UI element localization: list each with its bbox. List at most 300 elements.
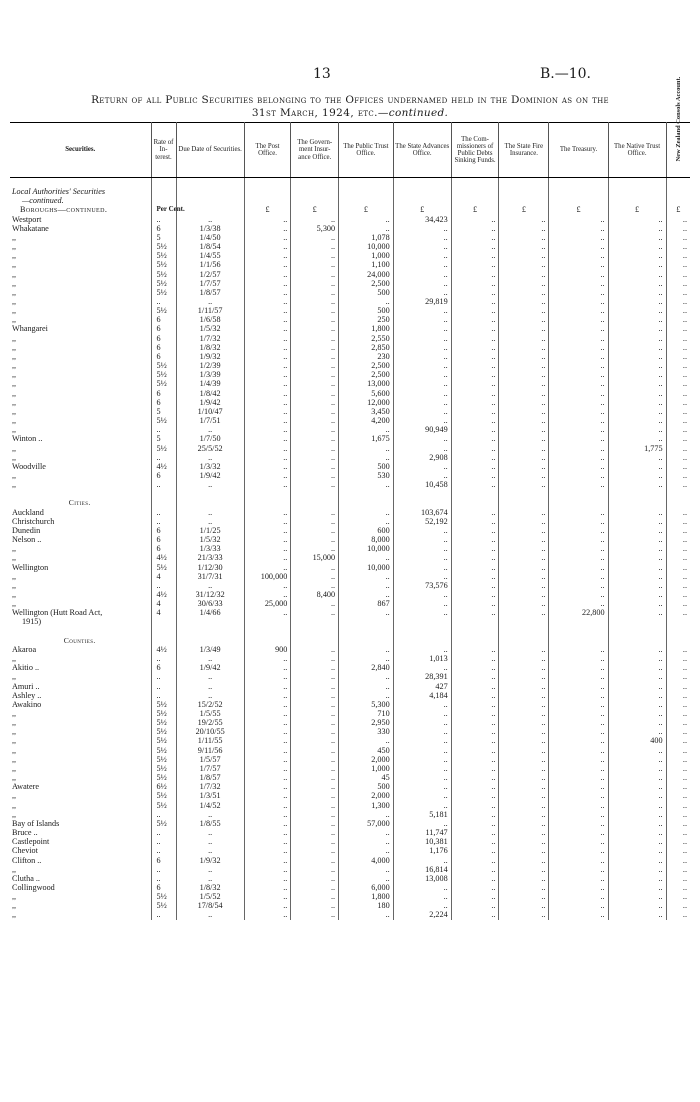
rate-cell xyxy=(151,489,176,498)
amount-cell: .. xyxy=(339,553,394,562)
amount-cell: .. xyxy=(339,910,394,919)
due-date-cell: 1/3/49 xyxy=(176,645,244,654)
amount-cell: .. xyxy=(244,663,291,672)
table-row xyxy=(10,288,690,297)
amount-cell: .. xyxy=(451,425,499,434)
amount-cell: .. xyxy=(451,856,499,865)
amount-cell: .. xyxy=(393,260,451,269)
amount-cell: .. xyxy=(549,462,608,471)
amount-cell: .. xyxy=(393,279,451,288)
amount-cell xyxy=(666,498,690,507)
amount-cell: .. xyxy=(291,334,339,343)
amount-cell: .. xyxy=(549,242,608,251)
amount-cell: .. xyxy=(291,315,339,324)
amount-cell: .. xyxy=(682,782,687,792)
amount-cell: 1,800 xyxy=(339,892,394,901)
amount-cell: .. xyxy=(549,801,608,810)
amount-cell: .. xyxy=(291,370,339,379)
header-due-date: Due Date of Securities. xyxy=(176,123,244,178)
amount-cell: 1,176 xyxy=(393,846,451,855)
amount-cell: .. xyxy=(451,215,499,224)
amount-cell: .. xyxy=(499,856,549,865)
amount-cell: .. xyxy=(393,801,451,810)
amount-cell: .. xyxy=(451,453,499,462)
header-sinking-funds: The Com- missioners of Public Debts Sinking Funds. xyxy=(451,123,499,178)
amount-cell: 4,200 xyxy=(339,416,394,425)
amount-cell: .. xyxy=(291,279,339,288)
amount-cell: 330 xyxy=(339,727,394,736)
amount-cell: .. xyxy=(291,773,339,782)
amount-cell: .. xyxy=(244,764,291,773)
amount-cell: .. xyxy=(499,791,549,800)
amount-cell: .. xyxy=(451,645,499,654)
amount-cell: .. xyxy=(291,709,339,718)
amount-cell: .. xyxy=(291,819,339,828)
table-row xyxy=(10,251,690,260)
amount-cell: .. xyxy=(682,306,687,316)
due-date-cell: 1/11/57 xyxy=(176,306,244,315)
amount-cell: .. xyxy=(244,297,291,306)
amount-cell xyxy=(291,636,339,645)
amount-cell: .. xyxy=(451,480,499,489)
amount-cell: .. xyxy=(451,892,499,901)
rate-cell: 5½ xyxy=(151,764,176,773)
due-date-cell: 1/8/32 xyxy=(176,343,244,352)
amount-cell: .. xyxy=(451,727,499,736)
amount-cell: .. xyxy=(608,682,666,691)
amount-cell: 45 xyxy=(339,773,394,782)
amount-cell: .. xyxy=(393,379,451,388)
amount-cell: .. xyxy=(291,398,339,407)
table-row xyxy=(10,334,690,343)
amount-cell: .. xyxy=(291,663,339,672)
security-name xyxy=(10,627,151,636)
amount-cell: £ xyxy=(393,205,451,214)
amount-cell: .. xyxy=(451,370,499,379)
due-date-cell: 1/2/39 xyxy=(176,361,244,370)
amount-cell: .. xyxy=(244,581,291,590)
amount-cell xyxy=(339,498,394,507)
amount-cell: 15,000 xyxy=(291,553,339,562)
rate-cell: 6 xyxy=(151,883,176,892)
rate-cell: .. xyxy=(151,682,176,691)
amount-cell: .. xyxy=(682,434,687,444)
amount-cell: .. xyxy=(608,471,666,480)
amount-cell: .. xyxy=(291,682,339,691)
due-date-cell: .. xyxy=(176,865,244,874)
due-date-cell: .. xyxy=(176,215,244,224)
due-date-cell: 1/8/57 xyxy=(176,288,244,297)
security-name: ,, xyxy=(10,343,151,352)
table-row xyxy=(10,718,690,727)
amount-cell: 10,000 xyxy=(339,563,394,572)
amount-cell: .. xyxy=(393,315,451,324)
amount-cell: .. xyxy=(291,837,339,846)
amount-cell: .. xyxy=(549,224,608,233)
amount-cell: 13,000 xyxy=(339,379,394,388)
rate-cell: 6 xyxy=(151,544,176,553)
rate-cell: 6 xyxy=(151,315,176,324)
due-date-cell: 1/7/57 xyxy=(176,279,244,288)
amount-cell: 2,000 xyxy=(339,791,394,800)
amount-cell: .. xyxy=(608,352,666,361)
amount-cell: .. xyxy=(291,251,339,260)
amount-cell: .. xyxy=(549,700,608,709)
due-date-cell: .. xyxy=(176,297,244,306)
amount-cell: .. xyxy=(549,856,608,865)
amount-cell: 1,100 xyxy=(339,260,394,269)
amount-cell: .. xyxy=(451,334,499,343)
security-name: Clifton .. xyxy=(10,856,151,865)
amount-cell: .. xyxy=(608,608,666,617)
rate-cell: 6 xyxy=(151,526,176,535)
amount-cell: 4,000 xyxy=(339,856,394,865)
amount-cell xyxy=(549,617,608,626)
amount-cell: .. xyxy=(608,846,666,855)
amount-cell: .. xyxy=(291,691,339,700)
amount-cell: .. xyxy=(682,681,687,691)
amount-cell: .. xyxy=(451,434,499,443)
table-row xyxy=(10,297,690,306)
security-name: ,, xyxy=(10,242,151,251)
amount-cell: 16,814 xyxy=(393,865,451,874)
amount-cell: .. xyxy=(549,315,608,324)
amount-cell: .. xyxy=(393,334,451,343)
amount-cell: 500 xyxy=(339,306,394,315)
due-date-cell: 1/3/38 xyxy=(176,224,244,233)
table-row xyxy=(10,819,690,828)
security-name: 1915) xyxy=(10,617,151,626)
due-date-cell: 25/5/52 xyxy=(176,444,244,453)
table-row xyxy=(10,471,690,480)
amount-cell: .. xyxy=(339,672,394,681)
security-name: ,, xyxy=(10,901,151,910)
amount-cell: .. xyxy=(451,608,499,617)
due-date-cell: .. xyxy=(176,828,244,837)
security-name: ,, xyxy=(10,453,151,462)
amount-cell: 6,000 xyxy=(339,883,394,892)
amount-cell: .. xyxy=(244,801,291,810)
due-date-cell: 9/11/56 xyxy=(176,746,244,755)
amount-cell: .. xyxy=(244,709,291,718)
rate-cell xyxy=(151,636,176,645)
amount-cell: .. xyxy=(451,736,499,745)
amount-cell: .. xyxy=(682,727,687,737)
amount-cell: .. xyxy=(451,242,499,251)
due-date-cell: .. xyxy=(176,581,244,590)
amount-cell: .. xyxy=(608,315,666,324)
amount-cell: .. xyxy=(499,306,549,315)
amount-cell: .. xyxy=(682,232,687,242)
security-name: ,, xyxy=(10,306,151,315)
table-row xyxy=(10,444,690,453)
amount-cell: .. xyxy=(549,782,608,791)
security-name: ,, xyxy=(10,315,151,324)
amount-cell xyxy=(339,489,394,498)
rate-cell: 4½ xyxy=(151,462,176,471)
due-date-cell: 17/8/54 xyxy=(176,901,244,910)
due-date-cell: .. xyxy=(176,480,244,489)
due-date-cell: .. xyxy=(176,508,244,517)
amount-cell xyxy=(339,178,394,188)
table-row xyxy=(10,480,690,489)
due-date-cell xyxy=(176,196,244,205)
amount-cell xyxy=(393,627,451,636)
amount-cell: .. xyxy=(549,672,608,681)
rate-cell: .. xyxy=(151,581,176,590)
amount-cell: .. xyxy=(608,453,666,462)
amount-cell: .. xyxy=(608,654,666,663)
amount-cell: .. xyxy=(291,910,339,919)
amount-cell xyxy=(608,196,666,205)
amount-cell: .. xyxy=(244,434,291,443)
amount-cell: .. xyxy=(682,223,687,233)
amount-cell xyxy=(244,196,291,205)
amount-cell: .. xyxy=(451,352,499,361)
amount-cell xyxy=(244,187,291,196)
due-date-cell: .. xyxy=(176,910,244,919)
amount-cell: .. xyxy=(393,856,451,865)
amount-cell: .. xyxy=(682,709,687,719)
amount-cell: .. xyxy=(291,260,339,269)
amount-cell xyxy=(608,489,666,498)
amount-cell: .. xyxy=(244,773,291,782)
security-name: Awakino xyxy=(10,700,151,709)
amount-cell: .. xyxy=(499,782,549,791)
rate-cell: 5½ xyxy=(151,755,176,764)
amount-cell: .. xyxy=(291,425,339,434)
amount-cell: .. xyxy=(499,444,549,453)
amount-cell: .. xyxy=(291,563,339,572)
amount-cell: .. xyxy=(499,352,549,361)
amount-cell: .. xyxy=(291,608,339,617)
amount-cell: .. xyxy=(244,306,291,315)
amount-cell: 5,300 xyxy=(339,700,394,709)
amount-cell: .. xyxy=(608,306,666,315)
amount-cell: .. xyxy=(549,773,608,782)
amount-cell: .. xyxy=(499,553,549,562)
security-name: Nelson .. xyxy=(10,535,151,544)
amount-cell: .. xyxy=(499,819,549,828)
amount-cell: .. xyxy=(499,654,549,663)
amount-cell: .. xyxy=(244,837,291,846)
rate-cell: .. xyxy=(151,654,176,663)
amount-cell xyxy=(393,617,451,626)
amount-cell: .. xyxy=(393,883,451,892)
table-row xyxy=(10,590,690,599)
due-date-cell xyxy=(176,187,244,196)
amount-cell: .. xyxy=(682,480,687,490)
header-rate: Rate of In- terest. xyxy=(151,123,176,178)
due-date-cell xyxy=(176,617,244,626)
amount-cell: .. xyxy=(608,279,666,288)
amount-cell: .. xyxy=(682,910,687,920)
rate-cell xyxy=(151,617,176,626)
amount-cell: .. xyxy=(244,480,291,489)
security-name: ,, xyxy=(10,755,151,764)
amount-cell: .. xyxy=(339,297,394,306)
amount-cell: .. xyxy=(339,517,394,526)
amount-cell: .. xyxy=(244,718,291,727)
amount-cell: .. xyxy=(608,434,666,443)
amount-cell: .. xyxy=(549,233,608,242)
amount-cell: .. xyxy=(451,444,499,453)
amount-cell: .. xyxy=(393,572,451,581)
amount-cell: .. xyxy=(451,398,499,407)
rate-cell: .. xyxy=(151,691,176,700)
amount-cell xyxy=(244,178,291,188)
table-row xyxy=(10,865,690,874)
amount-cell: .. xyxy=(549,434,608,443)
amount-cell: .. xyxy=(499,883,549,892)
amount-cell: .. xyxy=(291,288,339,297)
amount-cell: 2,000 xyxy=(339,755,394,764)
amount-cell: .. xyxy=(549,370,608,379)
due-date-cell: 19/2/55 xyxy=(176,718,244,727)
amount-cell: .. xyxy=(549,453,608,462)
amount-cell: £ xyxy=(339,205,394,214)
amount-cell: .. xyxy=(339,654,394,663)
amount-cell: .. xyxy=(291,517,339,526)
amount-cell xyxy=(451,178,499,188)
amount-cell: 427 xyxy=(393,682,451,691)
amount-cell xyxy=(339,187,394,196)
amount-cell: .. xyxy=(393,224,451,233)
amount-cell: .. xyxy=(499,242,549,251)
amount-cell: .. xyxy=(549,379,608,388)
amount-cell: .. xyxy=(291,810,339,819)
amount-cell: .. xyxy=(682,351,687,361)
due-date-cell: 1/3/51 xyxy=(176,791,244,800)
amount-cell: .. xyxy=(499,727,549,736)
amount-cell: .. xyxy=(291,874,339,883)
amount-cell: 2,908 xyxy=(393,453,451,462)
amount-cell: .. xyxy=(499,251,549,260)
amount-cell: .. xyxy=(291,297,339,306)
amount-cell: £ xyxy=(676,205,681,215)
security-name: Local Authorities' Securities xyxy=(10,187,151,196)
amount-cell: .. xyxy=(682,571,687,581)
amount-cell: 10,381 xyxy=(393,837,451,846)
amount-cell: .. xyxy=(339,508,394,517)
amount-cell: .. xyxy=(339,590,394,599)
amount-cell: .. xyxy=(608,224,666,233)
security-name xyxy=(10,489,151,498)
amount-cell: .. xyxy=(393,535,451,544)
amount-cell: .. xyxy=(499,453,549,462)
rate-cell: 6 xyxy=(151,389,176,398)
amount-cell: .. xyxy=(682,370,687,380)
amount-cell: .. xyxy=(244,352,291,361)
amount-cell: .. xyxy=(608,910,666,919)
amount-cell: .. xyxy=(499,746,549,755)
rate-cell: .. xyxy=(151,910,176,919)
due-date-cell: 31/7/31 xyxy=(176,572,244,581)
amount-cell: 2,500 xyxy=(339,279,394,288)
amount-cell: .. xyxy=(244,425,291,434)
security-name: ,, xyxy=(10,398,151,407)
amount-cell: .. xyxy=(499,718,549,727)
amount-cell: .. xyxy=(682,562,687,572)
amount-cell: .. xyxy=(499,517,549,526)
amount-cell: .. xyxy=(244,462,291,471)
amount-cell: .. xyxy=(499,672,549,681)
amount-cell: .. xyxy=(549,599,608,608)
rate-cell: .. xyxy=(151,672,176,681)
amount-cell: .. xyxy=(499,260,549,269)
security-name: ,, xyxy=(10,288,151,297)
table-row xyxy=(10,389,690,398)
amount-cell: .. xyxy=(608,746,666,755)
due-date-cell: 1/7/50 xyxy=(176,434,244,443)
amount-cell: .. xyxy=(244,791,291,800)
amount-cell: .. xyxy=(339,691,394,700)
security-name: ,, xyxy=(10,544,151,553)
amount-cell: .. xyxy=(244,224,291,233)
amount-cell: .. xyxy=(682,837,687,847)
security-name: Cities. xyxy=(10,498,151,507)
amount-cell: .. xyxy=(291,343,339,352)
amount-cell xyxy=(608,178,666,188)
due-date-cell: 1/9/42 xyxy=(176,398,244,407)
amount-cell xyxy=(499,636,549,645)
amount-cell: .. xyxy=(451,233,499,242)
amount-cell xyxy=(549,498,608,507)
security-name: ,, xyxy=(10,572,151,581)
amount-cell: .. xyxy=(499,535,549,544)
rate-cell: 5½ xyxy=(151,901,176,910)
amount-cell: .. xyxy=(451,563,499,572)
amount-cell: .. xyxy=(549,343,608,352)
amount-cell: .. xyxy=(244,343,291,352)
amount-cell: .. xyxy=(244,288,291,297)
amount-cell: 1,775 xyxy=(608,444,666,453)
header-state-advances: The State Advances Office. xyxy=(393,123,451,178)
rate-cell: .. xyxy=(151,425,176,434)
due-date-cell: 1/7/32 xyxy=(176,334,244,343)
amount-cell: .. xyxy=(499,416,549,425)
amount-cell: .. xyxy=(499,462,549,471)
rate-cell: .. xyxy=(151,480,176,489)
amount-cell: .. xyxy=(393,444,451,453)
amount-cell: .. xyxy=(451,508,499,517)
amount-cell: .. xyxy=(499,389,549,398)
amount-cell xyxy=(339,627,394,636)
amount-cell: .. xyxy=(244,370,291,379)
amount-cell: .. xyxy=(244,270,291,279)
header-treasury: The Treasury. xyxy=(549,123,608,178)
amount-cell: .. xyxy=(451,526,499,535)
table-row xyxy=(10,526,690,535)
amount-cell: .. xyxy=(499,297,549,306)
security-name: Akitio .. xyxy=(10,663,151,672)
amount-cell: 1,000 xyxy=(339,764,394,773)
amount-cell: 500 xyxy=(339,782,394,791)
amount-cell: 2,840 xyxy=(339,663,394,672)
due-date-cell: 1/1/56 xyxy=(176,260,244,269)
amount-cell: .. xyxy=(244,590,291,599)
amount-cell: .. xyxy=(339,846,394,855)
rate-cell: 5½ xyxy=(151,416,176,425)
amount-cell: .. xyxy=(608,535,666,544)
amount-cell: .. xyxy=(291,572,339,581)
table-row xyxy=(10,599,690,608)
amount-cell: 57,000 xyxy=(339,819,394,828)
amount-cell: .. xyxy=(244,736,291,745)
amount-cell: 24,000 xyxy=(339,270,394,279)
page-number: 13 xyxy=(313,66,331,82)
amount-cell xyxy=(608,187,666,196)
